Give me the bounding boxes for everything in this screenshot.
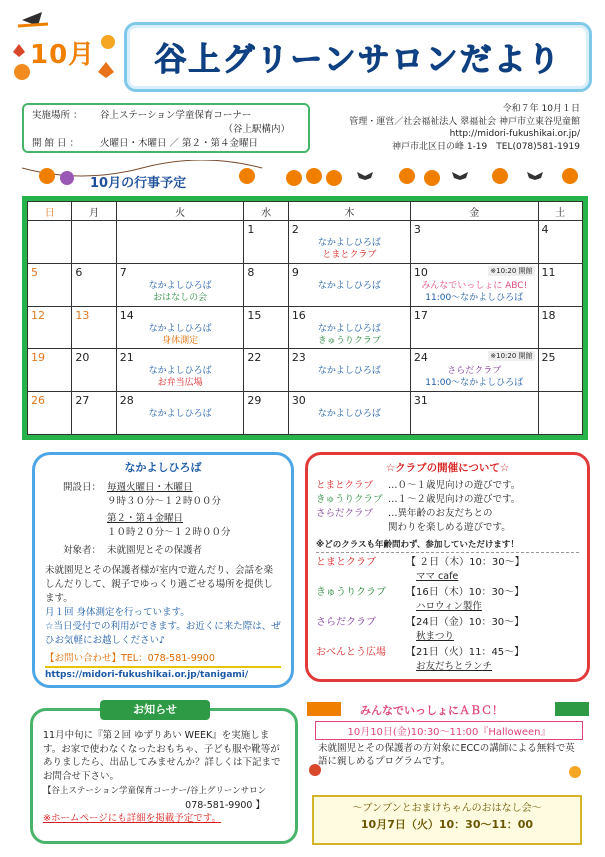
- event-calendar: [22, 196, 588, 440]
- weekday-header: 火: [116, 202, 244, 221]
- calendar-day-cell: [244, 392, 288, 435]
- hiroba-walkin: ☆当日受付での利用ができます。お近くに来た際は、ぜひお気軽にお越しください♪: [45, 621, 281, 646]
- newsletter-title: 谷上グリーンサロンだより: [154, 40, 562, 78]
- club-name: とまとクラブ: [316, 480, 374, 491]
- calendar-event: お弁当広場: [157, 378, 203, 389]
- day-number: 9: [291, 265, 299, 279]
- day-number: 1: [247, 223, 255, 236]
- calendar-day-cell: [244, 221, 288, 264]
- calendar-day-cell: [410, 349, 538, 392]
- calendar-day-cell: [244, 349, 288, 392]
- calendar-day-cell: [288, 263, 410, 306]
- calendar-day-cell: [410, 221, 538, 264]
- weekday-header: 金: [410, 202, 538, 221]
- venue-sub: （谷上駅構内）: [223, 124, 290, 135]
- hiroba-open1-time: ９時３０分～１２時００分: [107, 496, 222, 507]
- hiroba-target: 未就園児とその保護者: [107, 545, 203, 556]
- day-number: 20: [75, 351, 90, 365]
- day-number: 10: [413, 265, 428, 279]
- newsletter-title-box: [124, 22, 592, 92]
- organization-info: [318, 103, 580, 153]
- club-schedule-activity: ハロウィン製作: [416, 601, 482, 612]
- calendar-day-cell: [410, 306, 538, 349]
- club-schedule-date: 【21日（火）11：45～】: [406, 647, 525, 658]
- hiroba-open2: 第２・第４金曜日: [107, 513, 184, 524]
- month-label: 10月: [30, 40, 96, 70]
- calendar-event: なかよしひろば: [148, 366, 212, 377]
- club-schedule-row: [316, 586, 579, 600]
- day-number: 4: [541, 223, 549, 236]
- day-number: 18: [541, 308, 556, 322]
- calendar-event: 11:00～なかよしひろば: [425, 378, 524, 389]
- hiroba-description: 未就園児とその保護者様が室内で遊んだり、会話を楽しんだりして、親子でゆっくり過ごせる場所を提供します。: [45, 565, 274, 604]
- club-schedule-name: とまとクラブ: [316, 557, 376, 568]
- calendar-event: なかよしひろば: [317, 323, 381, 334]
- club-schedule-date: 【24日（金）10：30～】: [406, 617, 525, 628]
- hiroba-contact: 【お問い合わせ】TEL：078-581-9900: [45, 652, 281, 668]
- calendar-day-cell: [244, 306, 288, 349]
- calendar-day-cell: [28, 263, 72, 306]
- hiroba-measurement: 月１回 身体測定を行っています。: [45, 607, 190, 618]
- club-schedule-name: おべんとう広場: [316, 647, 386, 658]
- hiroba-title: なかよしひろば: [124, 461, 202, 474]
- nakayoshi-hiroba-box: [32, 452, 294, 688]
- venue-label: 実施場所 ：: [32, 110, 83, 121]
- club-description-row: [316, 507, 579, 521]
- day-number: 6: [75, 265, 83, 279]
- day-number: 12: [31, 308, 45, 322]
- calendar-event: なかよしひろば: [148, 409, 212, 420]
- events-banner-title: 10月の行事予定: [90, 176, 187, 191]
- club-name: [316, 521, 388, 535]
- announcement-title: お知らせ: [100, 700, 210, 720]
- calendar-day-cell: [116, 306, 244, 349]
- announcement-tel: 078-581-9900 】: [185, 799, 265, 811]
- operator: 管理・運営／社会福祉法人 翠福祉会 神戸市立東谷児童館: [349, 116, 580, 127]
- club-schedule-activity: お友だちとランチ: [416, 661, 493, 672]
- calendar-event: きゅうりクラブ: [317, 335, 381, 346]
- announcement-contact: 【谷上ステーション学童保育コーナー/谷上グリーンサロン: [43, 786, 267, 796]
- abc-schedule: 10月10日(金)10:30～11:00『Halloween』: [315, 721, 583, 740]
- day-number: 15: [247, 308, 262, 322]
- calendar-event: なかよしひろば: [317, 409, 381, 420]
- weekday-header: 月: [72, 202, 116, 221]
- opening-time-note: ※10:20 開館: [490, 266, 533, 275]
- calendar-event: なかよしひろば: [317, 366, 381, 377]
- hiroba-url-link[interactable]: https://midori-fukushikai.or.jp/tanigami/: [45, 670, 249, 680]
- storytime-box: [312, 795, 582, 845]
- club-schedule-row: [316, 616, 579, 630]
- calendar-day-cell: [28, 221, 72, 264]
- club-schedule-row: [316, 646, 579, 660]
- hiroba-target-label: 対象者：: [62, 545, 101, 556]
- day-number: 27: [75, 394, 90, 408]
- club-description-row: [316, 493, 579, 507]
- open-days-label: 開 館 日 ：: [32, 138, 80, 149]
- day-number: 14: [119, 308, 134, 322]
- club-description: 関わりを楽しめる遊びです。: [388, 522, 511, 533]
- calendar-day-cell: [538, 392, 582, 435]
- club-schedule-name: さらだクラブ: [316, 617, 376, 628]
- club-description-row: [316, 521, 579, 535]
- venue-info-box: [22, 103, 310, 153]
- abc-title: みんなでいっしょにＡＢＣ！: [360, 704, 503, 717]
- weekday-header: 水: [244, 202, 288, 221]
- calendar-day-cell: [288, 349, 410, 392]
- venue-value: 谷上ステーション学童保育コーナー: [100, 110, 252, 121]
- club-description-row: [316, 479, 579, 493]
- hiroba-open2-time: １０時２０分～１２時００分: [107, 527, 231, 538]
- calendar-day-cell: [288, 221, 410, 264]
- day-number: 13: [75, 308, 90, 322]
- day-number: 3: [413, 223, 421, 236]
- website-link[interactable]: http://midori-fukushikai.or.jp/: [449, 129, 580, 139]
- announcement-body: 11月中旬に『第２回 ゆずりあい WEEK』を実施します。お家で使わなくなったおもちゃ、子ども服や靴等がありましたら、出品してみませんか？詳しくは下記までお問合せ下さい。: [43, 730, 281, 782]
- club-schedule-date: 【16日（木）10：30～】: [406, 587, 525, 598]
- calendar-day-cell: [538, 221, 582, 264]
- calendar-day-cell: [288, 306, 410, 349]
- open-days-value: 火曜日・木曜日 ／ 第２・第４金曜日: [100, 138, 259, 149]
- calendar-day-cell: [116, 263, 244, 306]
- day-number: 30: [291, 394, 306, 408]
- calendar-day-cell: [288, 392, 410, 435]
- calendar-event: さらだクラブ: [447, 366, 502, 377]
- calendar-day-cell: [538, 263, 582, 306]
- club-title: ☆クラブの開催について☆: [385, 462, 510, 474]
- club-schedule-row: [316, 556, 579, 570]
- calendar-day-cell: [72, 306, 116, 349]
- club-description: …０～１歳児向けの遊びです。: [388, 480, 521, 491]
- day-number: 28: [119, 394, 134, 408]
- day-number: 31: [413, 394, 428, 408]
- day-number: 29: [247, 394, 262, 408]
- announcement-note: ※ホームページにも詳細を掲載予定です。: [43, 813, 222, 824]
- calendar-day-cell: [410, 263, 538, 306]
- calendar-day-cell: [116, 349, 244, 392]
- club-name: きゅうりクラブ: [316, 494, 383, 505]
- club-schedule-name: きゅうりクラブ: [316, 587, 386, 598]
- club-name: さらだクラブ: [316, 508, 374, 519]
- opening-time-note: ※10:20 開館: [490, 352, 533, 361]
- day-number: 24: [413, 351, 428, 365]
- day-number: 2: [291, 223, 299, 236]
- calendar-event: 11:00～なかよしひろば: [425, 292, 524, 303]
- calendar-day-cell: [28, 392, 72, 435]
- club-description: …異年齢のお友だちとの: [388, 508, 493, 519]
- hiroba-open-label: 開設日：: [62, 482, 101, 493]
- day-number: 17: [413, 308, 428, 322]
- day-number: 8: [247, 265, 255, 279]
- club-info-box: [305, 452, 590, 682]
- calendar-day-cell: [538, 306, 582, 349]
- calendar-day-cell: [538, 349, 582, 392]
- calendar-event: なかよしひろば: [317, 280, 381, 291]
- calendar-day-cell: [72, 392, 116, 435]
- day-number: 11: [541, 265, 556, 279]
- club-notice: ※どのクラスも年齢問わず、参加していただけます！: [316, 538, 579, 553]
- day-number: 22: [247, 351, 262, 365]
- storytime-title: ～ブンブンとおまけちゃんのおはなし会～: [352, 803, 542, 814]
- day-number: 16: [291, 308, 306, 322]
- calendar-event: なかよしひろば: [148, 280, 212, 291]
- calendar-event: おはなしの会: [153, 292, 208, 303]
- calendar-day-cell: [72, 221, 116, 264]
- calendar-day-cell: [72, 263, 116, 306]
- calendar-day-cell: [244, 263, 288, 306]
- announcement-box: [30, 708, 298, 844]
- calendar-day-cell: [410, 392, 538, 435]
- calendar-day-cell: [72, 349, 116, 392]
- calendar-event: 身体測定: [162, 335, 199, 346]
- weekday-header: 日: [28, 202, 72, 221]
- calendar-event: なかよしひろば: [148, 323, 212, 334]
- calendar-day-cell: [116, 221, 244, 264]
- club-schedule-activity: ママ cafe: [416, 571, 459, 582]
- storytime-time: 10月7日（火）10：30～11：00: [360, 818, 534, 831]
- calendar-day-cell: [28, 349, 72, 392]
- day-number: 5: [31, 265, 38, 279]
- club-schedule-date: 【 ２日（木）10：30～】: [406, 557, 525, 568]
- weekday-header: 土: [538, 202, 582, 221]
- day-number: 7: [119, 265, 127, 279]
- day-number: 23: [291, 351, 306, 365]
- issue-date: 令和７年 10月１日: [502, 104, 580, 114]
- day-number: 19: [31, 351, 45, 365]
- calendar-event: なかよしひろば: [317, 238, 381, 248]
- calendar-event: みんなでいっしょに ABC!: [421, 280, 528, 291]
- day-number: 25: [541, 351, 556, 365]
- day-number: 26: [31, 394, 45, 408]
- day-number: 21: [119, 351, 134, 365]
- calendar-event: とまとクラブ: [322, 250, 377, 260]
- club-description: …１～２歳児向けの遊びです。: [388, 494, 521, 505]
- weekday-header: 木: [288, 202, 410, 221]
- calendar-day-cell: [116, 392, 244, 435]
- hiroba-open1: 毎週火曜日・木曜日: [107, 482, 193, 493]
- abc-description: 未就園児とその保護者の方対象にECCの講師による無料で英語に親しめるプログラムです。: [318, 743, 575, 767]
- address: 神戸市北区日の峰 1-19 TEL(078)581-1919: [391, 141, 580, 152]
- club-schedule-activity: 秋まつり: [416, 631, 455, 642]
- calendar-day-cell: [28, 306, 72, 349]
